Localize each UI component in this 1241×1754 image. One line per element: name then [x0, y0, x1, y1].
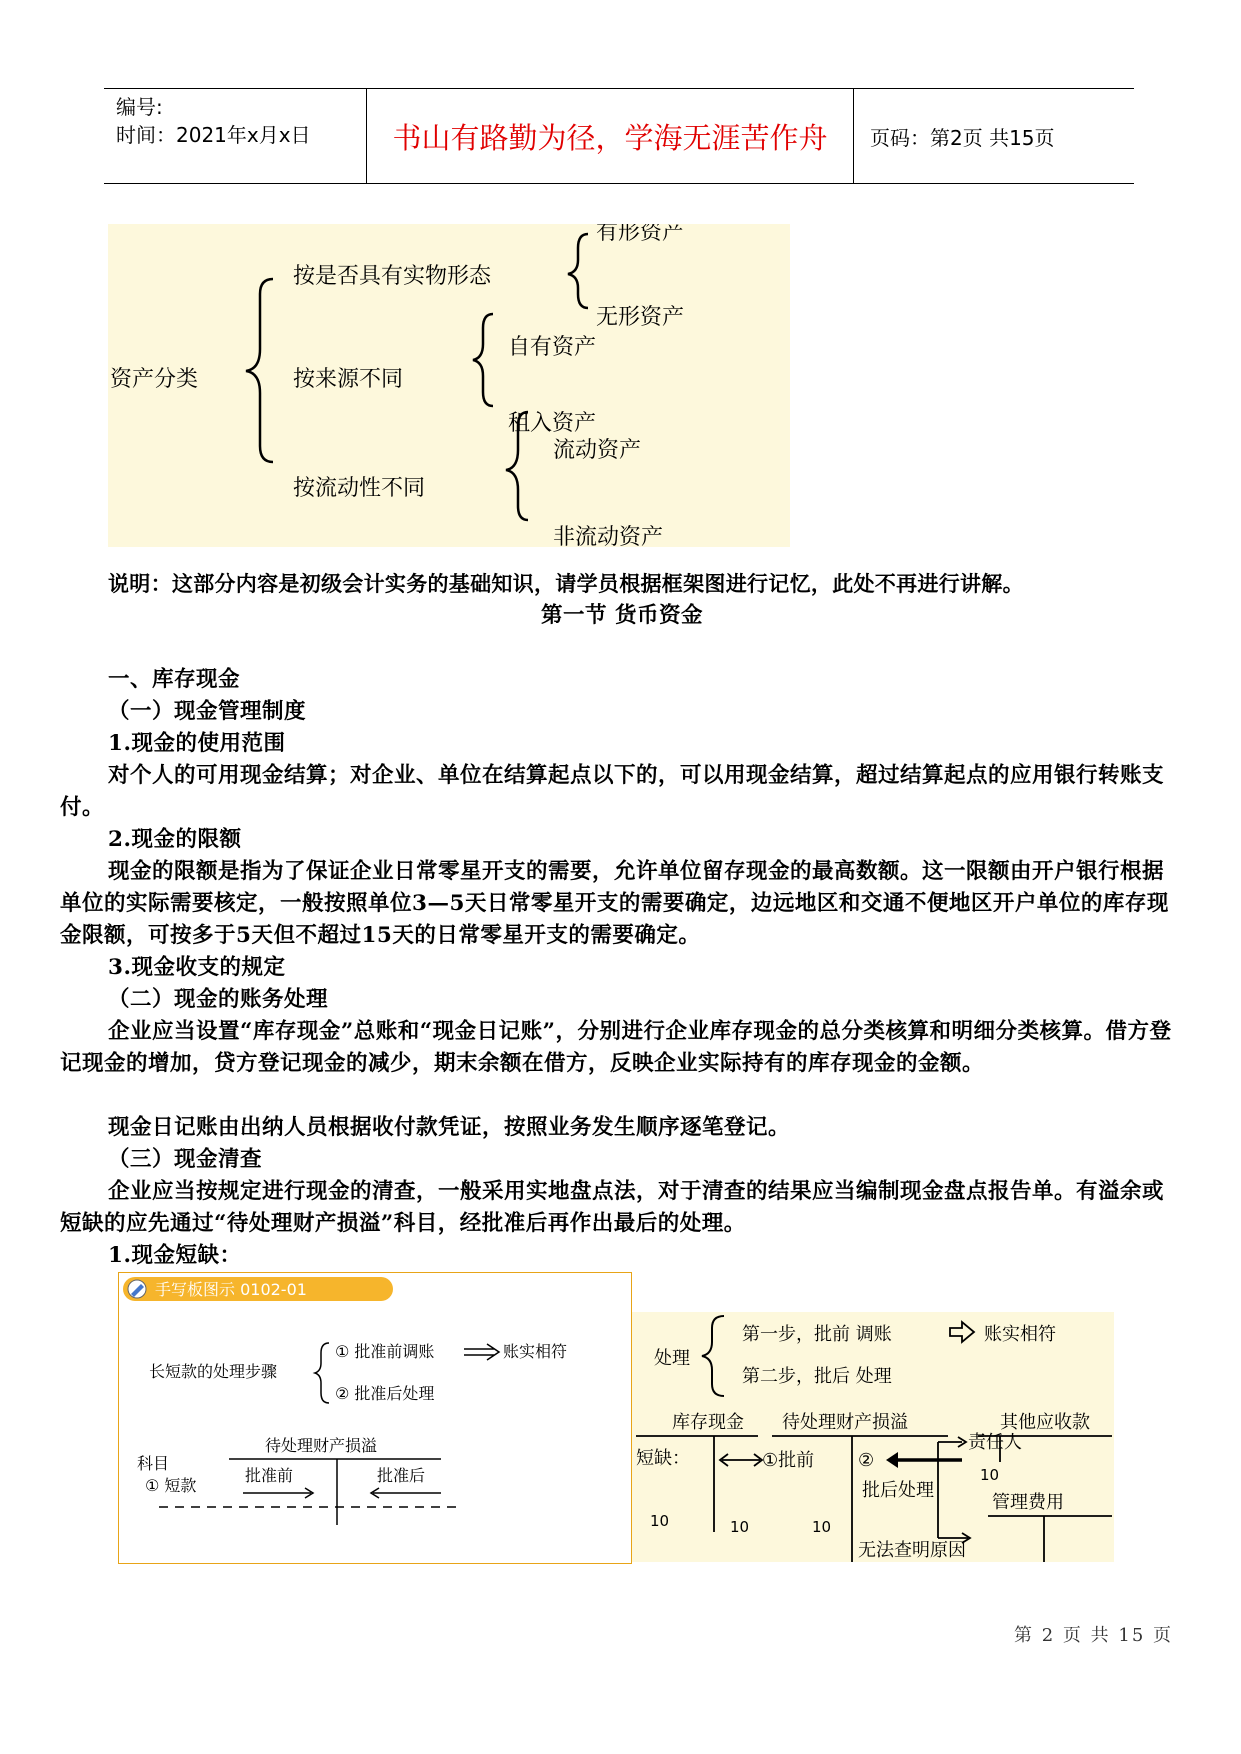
step-1-result: 账实相符 — [503, 1342, 568, 1361]
responsible-amount: 10 — [980, 1466, 1000, 1484]
time-label: 时间：2021年x月x日 — [116, 123, 311, 147]
pending-credit-amount: 10 — [812, 1518, 832, 1536]
heading-inspection: （三）现金清查 — [108, 1147, 263, 1172]
steps-brace — [315, 1343, 329, 1403]
process-brace — [702, 1316, 724, 1396]
pencil-icon — [128, 1280, 146, 1298]
brace-1 — [568, 234, 588, 308]
after-label: 批准后 — [377, 1466, 426, 1485]
account-pending: 待处理财产损溢 — [782, 1412, 908, 1433]
before-approval: ①批前 — [762, 1450, 815, 1471]
circle-2: ② — [858, 1450, 875, 1471]
cash-amount: 10 — [650, 1512, 670, 1530]
para-usage-scope: 对个人的可用现金结算；对企业、单位在结算起点以下的，可以用现金结算，超过结算起点的应用银行转账支付。 — [60, 763, 1165, 820]
para-inspection: 企业应当按规定进行现金的清查，一般采用实地盘点法，对于清查的结果应当编制现金盘点报告单。有溢余或短缺的应先通过“待处理财产损溢”科目，经批准后再作出最后的处理。 — [60, 1179, 1165, 1236]
unknown-cause-label: 无法查明原因 — [858, 1540, 966, 1561]
heading-usage-scope: 1.现金的使用范围 — [108, 731, 286, 756]
process-step-2: 第二步，批后 处理 — [742, 1366, 892, 1387]
header-motto: 书山有路勤为径，学海无涯苦作舟 — [366, 89, 854, 183]
heading-shortage: 1.现金短缺： — [108, 1243, 242, 1268]
heading-cash-management: （一）现金管理制度 — [108, 699, 307, 724]
heading-limit: 2.现金的限额 — [108, 827, 242, 852]
section-title: 第一节 货币资金 — [541, 603, 703, 628]
branch-3-label: 按流动性不同 — [293, 476, 426, 501]
after-approval: 批后处理 — [862, 1480, 934, 1501]
process-label: 处理 — [654, 1348, 690, 1369]
handwriting-board-figure — [118, 1272, 632, 1564]
account-receivable: 其他应收款 — [1000, 1412, 1090, 1433]
branch-1-label: 按是否具有实物形态 — [293, 264, 492, 289]
account-cash: 库存现金 — [672, 1412, 744, 1433]
before-label: 批准前 — [245, 1466, 294, 1485]
root-label: 资产分类 — [110, 367, 199, 392]
leaf-2-1: 自有资产 — [508, 335, 597, 360]
row-short-label: ① 短款 — [145, 1476, 197, 1495]
responsible-label: 责任人 — [968, 1432, 1022, 1453]
pending-debit-amount: 10 — [730, 1518, 750, 1536]
double-arrow-icon — [464, 1344, 499, 1360]
heading-rules: 3.现金收支的规定 — [108, 955, 286, 980]
number-label: 编号: — [116, 95, 163, 119]
heading-accounting: （二）现金的账务处理 — [108, 987, 329, 1012]
account-title: 待处理财产损溢 — [265, 1436, 378, 1455]
arrow-right-icon — [950, 1322, 974, 1342]
leaf-3-1: 流动资产 — [553, 438, 642, 463]
heading-cash: 一、库存现金 — [108, 667, 241, 692]
para-limit: 现金的限额是指为了保证企业日常零星开支的需要，允许单位留存现金的最高数额。这一限额由开户银行根据单位的实际需要核定，一般按照单位3—5天日常零星开支的需要确定，边远地区和交通不便地区开户单位的库存现金限额，可按多于5天但不超过15天的日常零星开支的需要确定。 — [60, 859, 1169, 948]
leaf-3-2: 非流动资产 — [553, 525, 664, 547]
leaf-1-1: 有形资产 — [596, 224, 685, 245]
steps-label: 长短款的处理步骤 — [149, 1362, 278, 1381]
note: 说明：这部分内容是初级会计实务的基础知识，请学员根据框架图进行记忆，此处不再进行讲解。 — [108, 571, 1024, 596]
process-step-1: 第一步，批前 调账 — [742, 1324, 892, 1345]
classification-svg — [108, 224, 790, 547]
handwriting-svg — [119, 1273, 631, 1563]
leaf-1-2: 无形资产 — [596, 305, 685, 330]
header-left — [116, 93, 311, 149]
process-svg — [632, 1312, 1114, 1562]
brace-2 — [473, 314, 493, 406]
page-label: 页码：第2页 共15页 — [870, 125, 1055, 150]
branch-2-label: 按来源不同 — [293, 367, 404, 392]
step-1: ① 批准前调账 — [335, 1342, 435, 1361]
leaf-2-2: 租入资产 — [508, 411, 597, 436]
tag-label: 手写板图示 0102-01 — [155, 1280, 307, 1299]
page-footer: 第 2 页 共 15 页 — [1014, 1625, 1173, 1646]
mgmt-expense-label: 管理费用 — [992, 1492, 1064, 1513]
subject-label: 科目 — [137, 1454, 170, 1473]
process-taccount-figure — [632, 1312, 1114, 1562]
root-brace — [246, 279, 273, 462]
shortage-label: 短缺： — [636, 1448, 690, 1469]
page-header — [104, 88, 1134, 184]
asset-classification-diagram — [108, 224, 790, 547]
para-journal: 现金日记账由出纳人员根据收付款凭证，按照业务发生顺序逐笔登记。 — [108, 1115, 791, 1140]
para-accounting: 企业应当设置“库存现金”总账和“现金日记账”，分别进行企业库存现金的总分类核算和明细分类核算。借方登记现金的增加，贷方登记现金的减少，期末余额在借方，反映企业实际持有的库存现金的金额。 — [60, 1019, 1172, 1076]
process-step-1-result: 账实相符 — [984, 1324, 1056, 1345]
step-2: ② 批准后处理 — [335, 1384, 435, 1403]
